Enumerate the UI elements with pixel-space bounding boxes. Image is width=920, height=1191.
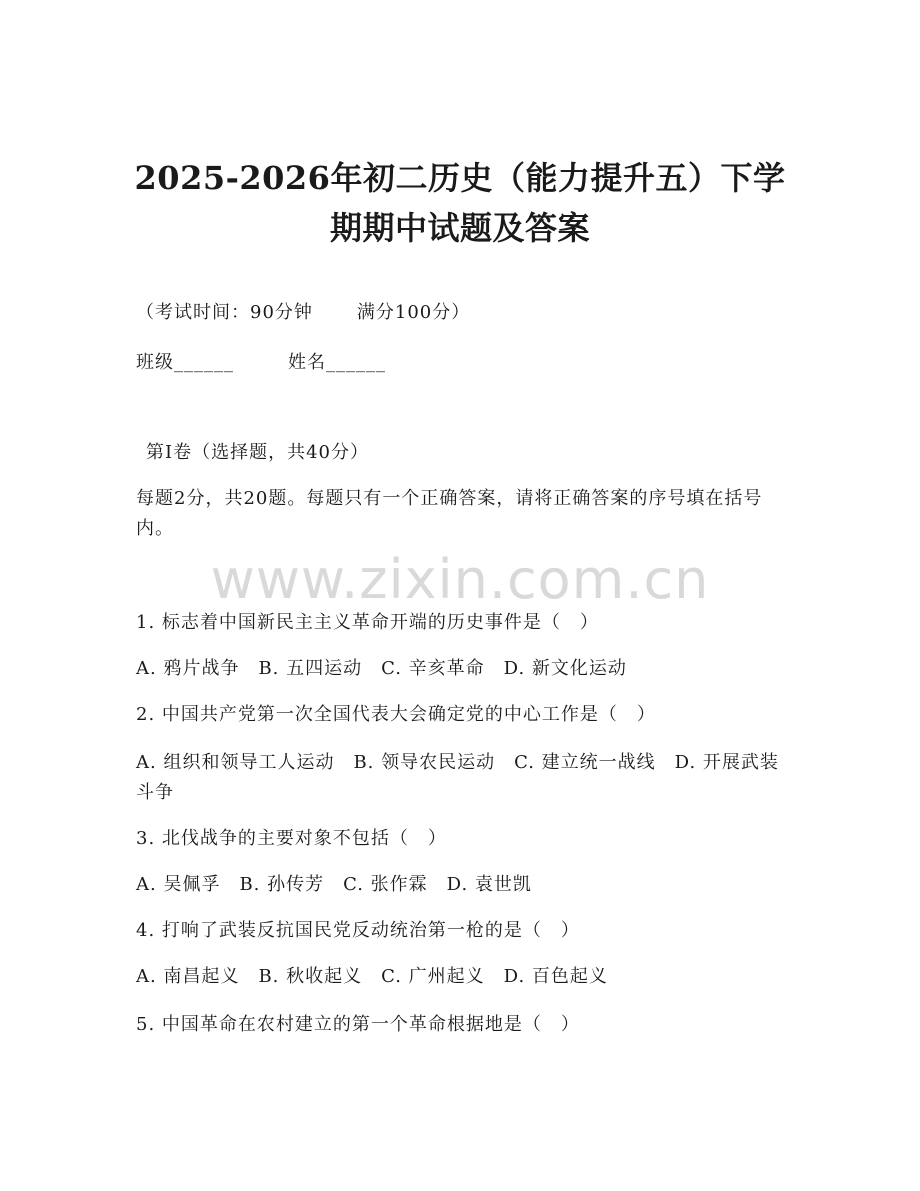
question-3-stem: 3. 北伐战争的主要对象不包括（ ） — [136, 828, 447, 849]
exam-time: （考试时间：90分钟 — [136, 302, 313, 323]
question-2-options: A. 组织和领导工人运动 B. 领导农民运动 C. 建立统一战线 D. 开展武装斗争 — [136, 752, 779, 803]
question-5-stem: 5. 中国革命在农村建立的第一个革命根据地是（ ） — [136, 1014, 580, 1035]
question-4-options: A. 南昌起义 B. 秋收起义 C. 广州起义 D. 百色起义 — [136, 966, 608, 987]
exam-info — [136, 302, 470, 324]
question-1-stem: 1. 标志着中国新民主主义革命开端的历史事件是（ ） — [136, 612, 599, 633]
question-4-stem: 4. 打响了武装反抗国民党反动统治第一枪的是（ ） — [136, 920, 580, 941]
section-title: 第Ⅰ卷（选择题，共40分） — [146, 442, 370, 463]
exam-full-score: 满分100分） — [356, 302, 471, 323]
class-field: 班级______ — [136, 352, 234, 373]
page-title-line-1: 2025-2026年初二历史（能力提升五）下学 — [134, 159, 786, 197]
student-fields — [136, 352, 386, 374]
watermark: www.zixin.com.cn — [210, 548, 710, 611]
question-1-options: A. 鸦片战争 B. 五四运动 C. 辛亥革命 D. 新文化运动 — [136, 658, 627, 679]
question-2-stem: 2. 中国共产党第一次全国代表大会确定党的中心工作是（ ） — [136, 704, 656, 725]
section-instructions: 每题2分，共20题。每题只有一个正确答案，请将正确答案的序号填在括号内。 — [136, 488, 763, 539]
name-field: 姓名______ — [288, 352, 386, 373]
question-3-options: A. 吴佩孚 B. 孙传芳 C. 张作霖 D. 袁世凯 — [136, 874, 532, 895]
page-title-line-2: 期期中试题及答案 — [329, 209, 590, 247]
